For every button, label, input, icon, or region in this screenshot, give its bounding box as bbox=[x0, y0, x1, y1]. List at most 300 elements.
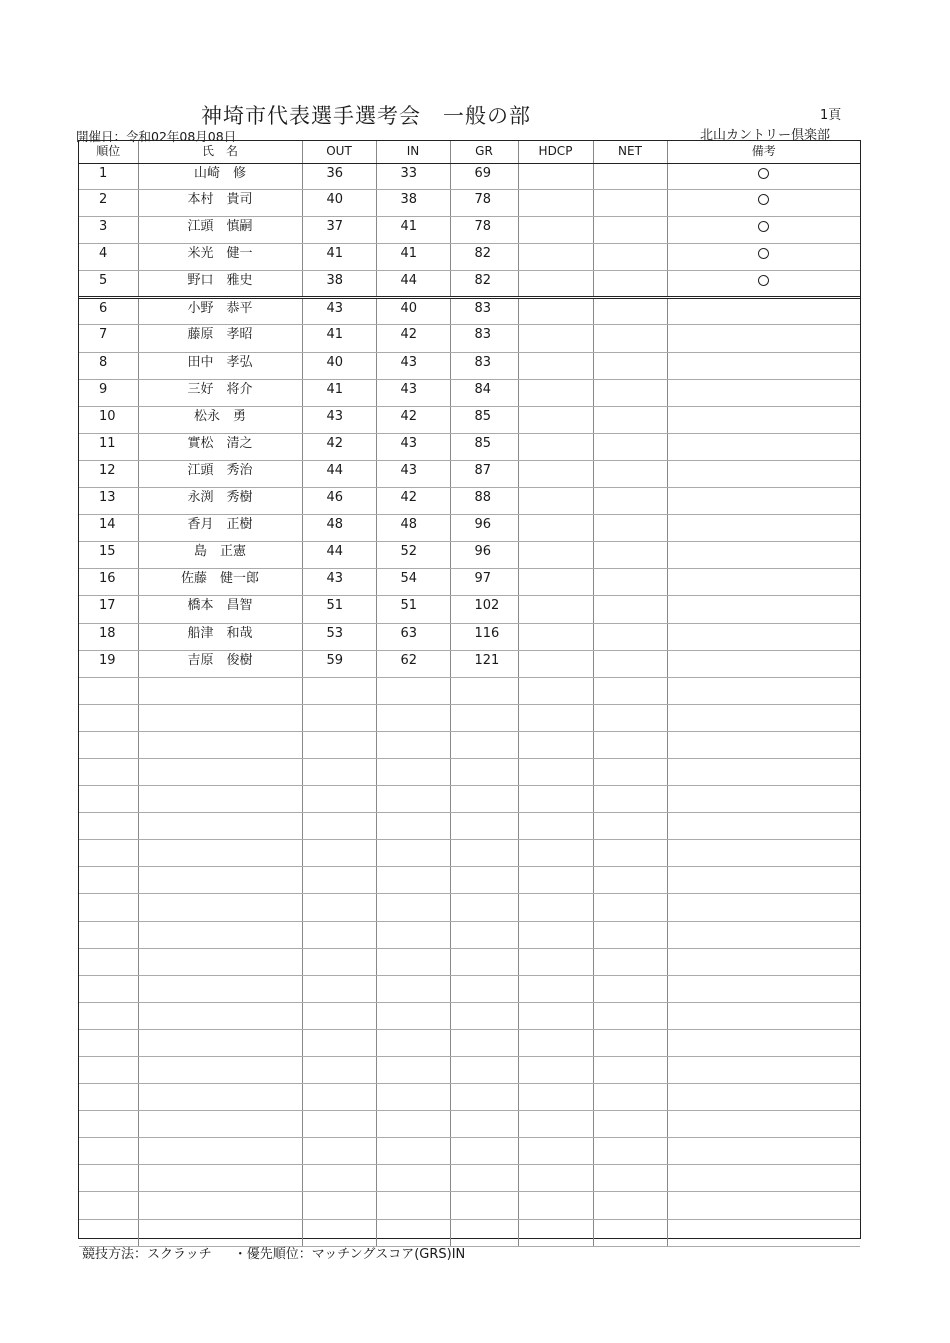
cell-hdcp bbox=[518, 1029, 593, 1056]
cell-remarks bbox=[667, 164, 860, 190]
table-row bbox=[79, 542, 860, 569]
cell-name: 田中 孝弘 bbox=[138, 352, 302, 379]
cell-in: 38 bbox=[376, 190, 450, 217]
cell-net bbox=[593, 731, 667, 758]
col-header-name: 氏 名 bbox=[138, 141, 302, 164]
cell-hdcp bbox=[518, 1219, 593, 1246]
cell-net bbox=[593, 813, 667, 840]
cell-out: 36 bbox=[302, 164, 376, 190]
cell-rank: 4 bbox=[79, 244, 138, 271]
cell-name bbox=[138, 1111, 302, 1138]
cell-remarks bbox=[667, 731, 860, 758]
empty-row bbox=[79, 1084, 860, 1111]
cell-gr: 83 bbox=[450, 325, 518, 352]
cell-hdcp bbox=[518, 975, 593, 1002]
table-row bbox=[79, 596, 860, 623]
cell-rank: 6 bbox=[79, 298, 138, 325]
cell-out: 46 bbox=[302, 488, 376, 515]
cell-hdcp bbox=[518, 352, 593, 379]
cell-gr bbox=[450, 1138, 518, 1165]
cell-hdcp bbox=[518, 271, 593, 298]
cell-net bbox=[593, 271, 667, 298]
cell-remarks bbox=[667, 623, 860, 650]
cell-gr bbox=[450, 1084, 518, 1111]
cell-remarks bbox=[667, 190, 860, 217]
cell-hdcp bbox=[518, 488, 593, 515]
cell-name: 香月 正樹 bbox=[138, 515, 302, 542]
cell-name bbox=[138, 1138, 302, 1165]
cell-rank: 5 bbox=[79, 271, 138, 298]
cell-out bbox=[302, 1138, 376, 1165]
cell-gr bbox=[450, 786, 518, 813]
cell-out: 37 bbox=[302, 217, 376, 244]
cell-gr: 87 bbox=[450, 460, 518, 487]
cell-remarks bbox=[667, 542, 860, 569]
cell-rank: 18 bbox=[79, 623, 138, 650]
cell-out: 44 bbox=[302, 460, 376, 487]
cell-hdcp bbox=[518, 840, 593, 867]
cell-hdcp bbox=[518, 325, 593, 352]
cell-gr: 69 bbox=[450, 164, 518, 190]
cell-name: 江頭 秀治 bbox=[138, 460, 302, 487]
cell-in bbox=[376, 1029, 450, 1056]
cell-net bbox=[593, 406, 667, 433]
cell-remarks bbox=[667, 677, 860, 704]
empty-row bbox=[79, 1057, 860, 1084]
cell-in: 43 bbox=[376, 433, 450, 460]
table-row bbox=[79, 515, 860, 542]
cell-remarks bbox=[667, 217, 860, 244]
cell-remarks bbox=[667, 433, 860, 460]
cell-rank bbox=[79, 704, 138, 731]
cell-in: 41 bbox=[376, 217, 450, 244]
cell-hdcp bbox=[518, 894, 593, 921]
table-row bbox=[79, 488, 860, 515]
table-row bbox=[79, 460, 860, 487]
cell-in: 62 bbox=[376, 650, 450, 677]
cell-net bbox=[593, 704, 667, 731]
cell-gr: 83 bbox=[450, 352, 518, 379]
cell-remarks bbox=[667, 1219, 860, 1246]
cell-rank bbox=[79, 1165, 138, 1192]
cell-hdcp bbox=[518, 460, 593, 487]
cell-gr: 121 bbox=[450, 650, 518, 677]
col-header-gr: GR bbox=[450, 141, 518, 164]
cell-out: 41 bbox=[302, 244, 376, 271]
empty-row bbox=[79, 1111, 860, 1138]
cell-rank: 9 bbox=[79, 379, 138, 406]
club-name: 北山カントリー倶楽部 bbox=[700, 128, 831, 143]
empty-row bbox=[79, 840, 860, 867]
cell-hdcp bbox=[518, 244, 593, 271]
cell-rank: 15 bbox=[79, 542, 138, 569]
cell-name bbox=[138, 786, 302, 813]
cell-gr: 102 bbox=[450, 596, 518, 623]
cell-name bbox=[138, 1029, 302, 1056]
cell-hdcp bbox=[518, 569, 593, 596]
cell-remarks bbox=[667, 894, 860, 921]
cell-name bbox=[138, 731, 302, 758]
cell-gr: 82 bbox=[450, 244, 518, 271]
cell-remarks bbox=[667, 867, 860, 894]
cell-gr: 83 bbox=[450, 298, 518, 325]
cell-gr bbox=[450, 1192, 518, 1219]
cell-net bbox=[593, 352, 667, 379]
empty-row bbox=[79, 1165, 860, 1192]
cell-rank: 17 bbox=[79, 596, 138, 623]
table-header-row bbox=[79, 141, 860, 164]
cell-name: 藤原 孝昭 bbox=[138, 325, 302, 352]
cell-remarks bbox=[667, 1084, 860, 1111]
cell-remarks bbox=[667, 704, 860, 731]
cell-in: 42 bbox=[376, 325, 450, 352]
cell-out: 43 bbox=[302, 298, 376, 325]
cell-in: 48 bbox=[376, 515, 450, 542]
table-row bbox=[79, 164, 860, 190]
col-header-in: IN bbox=[376, 141, 450, 164]
cell-in bbox=[376, 975, 450, 1002]
cell-gr bbox=[450, 758, 518, 785]
cell-hdcp bbox=[518, 379, 593, 406]
cell-net bbox=[593, 542, 667, 569]
cell-gr bbox=[450, 894, 518, 921]
table-row bbox=[79, 190, 860, 217]
cell-in bbox=[376, 840, 450, 867]
cell-remarks bbox=[667, 948, 860, 975]
circle-icon bbox=[758, 168, 769, 179]
cell-in: 33 bbox=[376, 164, 450, 190]
cell-name bbox=[138, 677, 302, 704]
cell-hdcp bbox=[518, 406, 593, 433]
cell-net bbox=[593, 217, 667, 244]
cell-name: 本村 貴司 bbox=[138, 190, 302, 217]
cell-net bbox=[593, 460, 667, 487]
cell-gr bbox=[450, 704, 518, 731]
cell-rank bbox=[79, 948, 138, 975]
cell-in bbox=[376, 948, 450, 975]
cell-gr: 82 bbox=[450, 271, 518, 298]
cell-rank bbox=[79, 1138, 138, 1165]
cell-hdcp bbox=[518, 1165, 593, 1192]
cell-hdcp bbox=[518, 1138, 593, 1165]
cell-out: 44 bbox=[302, 542, 376, 569]
cell-out: 40 bbox=[302, 190, 376, 217]
cell-rank bbox=[79, 731, 138, 758]
cell-out bbox=[302, 758, 376, 785]
cell-net bbox=[593, 1138, 667, 1165]
cell-name bbox=[138, 1165, 302, 1192]
cell-gr: 85 bbox=[450, 406, 518, 433]
cell-net bbox=[593, 325, 667, 352]
cell-hdcp bbox=[518, 298, 593, 325]
cell-out: 43 bbox=[302, 569, 376, 596]
cell-net bbox=[593, 921, 667, 948]
cell-in: 51 bbox=[376, 596, 450, 623]
table-row bbox=[79, 650, 860, 677]
cell-hdcp bbox=[518, 704, 593, 731]
cell-in bbox=[376, 704, 450, 731]
cell-gr bbox=[450, 731, 518, 758]
cell-gr bbox=[450, 1029, 518, 1056]
cell-remarks bbox=[667, 1002, 860, 1029]
cell-in: 40 bbox=[376, 298, 450, 325]
empty-row bbox=[79, 894, 860, 921]
cell-rank bbox=[79, 1111, 138, 1138]
cell-in: 43 bbox=[376, 352, 450, 379]
cell-name: 吉原 俊樹 bbox=[138, 650, 302, 677]
cell-gr bbox=[450, 813, 518, 840]
cell-in bbox=[376, 1165, 450, 1192]
cell-remarks bbox=[667, 406, 860, 433]
cell-remarks bbox=[667, 1057, 860, 1084]
cell-remarks bbox=[667, 758, 860, 785]
cell-out: 41 bbox=[302, 379, 376, 406]
cell-in bbox=[376, 677, 450, 704]
cell-out: 48 bbox=[302, 515, 376, 542]
cell-in: 43 bbox=[376, 460, 450, 487]
table-row bbox=[79, 433, 860, 460]
cell-net bbox=[593, 244, 667, 271]
cell-remarks bbox=[667, 840, 860, 867]
cell-gr: 116 bbox=[450, 623, 518, 650]
cell-in: 42 bbox=[376, 488, 450, 515]
cell-remarks bbox=[667, 921, 860, 948]
cell-rank bbox=[79, 677, 138, 704]
cell-in bbox=[376, 1084, 450, 1111]
cell-gr bbox=[450, 677, 518, 704]
cell-out: 42 bbox=[302, 433, 376, 460]
cell-in bbox=[376, 813, 450, 840]
cell-net bbox=[593, 623, 667, 650]
cell-rank: 13 bbox=[79, 488, 138, 515]
cell-rank: 14 bbox=[79, 515, 138, 542]
cell-gr bbox=[450, 975, 518, 1002]
cell-out bbox=[302, 1192, 376, 1219]
cell-out bbox=[302, 677, 376, 704]
cell-gr bbox=[450, 867, 518, 894]
cell-hdcp bbox=[518, 786, 593, 813]
cell-rank bbox=[79, 894, 138, 921]
empty-row bbox=[79, 1029, 860, 1056]
cell-in: 54 bbox=[376, 569, 450, 596]
col-header-hdcp: HDCP bbox=[518, 141, 593, 164]
cell-net bbox=[593, 488, 667, 515]
table-row bbox=[79, 406, 860, 433]
cell-hdcp bbox=[518, 758, 593, 785]
cell-net bbox=[593, 515, 667, 542]
cell-rank bbox=[79, 758, 138, 785]
cell-gr: 84 bbox=[450, 379, 518, 406]
cell-gr: 85 bbox=[450, 433, 518, 460]
cell-net bbox=[593, 894, 667, 921]
cell-net bbox=[593, 433, 667, 460]
cell-net bbox=[593, 758, 667, 785]
cell-in: 44 bbox=[376, 271, 450, 298]
cell-net bbox=[593, 1111, 667, 1138]
cell-gr: 78 bbox=[450, 217, 518, 244]
cell-net bbox=[593, 596, 667, 623]
cell-net bbox=[593, 677, 667, 704]
cell-in bbox=[376, 1192, 450, 1219]
table-row bbox=[79, 217, 860, 244]
cell-hdcp bbox=[518, 1111, 593, 1138]
event-date: 開催日：令和02年08月08日 bbox=[76, 129, 237, 144]
cell-name: 米光 健一 bbox=[138, 244, 302, 271]
cell-remarks bbox=[667, 1029, 860, 1056]
cell-rank: 19 bbox=[79, 650, 138, 677]
cell-rank: 12 bbox=[79, 460, 138, 487]
cell-gr: 78 bbox=[450, 190, 518, 217]
cell-gr: 96 bbox=[450, 542, 518, 569]
cell-hdcp bbox=[518, 190, 593, 217]
cell-name bbox=[138, 704, 302, 731]
cell-out bbox=[302, 1084, 376, 1111]
cell-out: 51 bbox=[302, 596, 376, 623]
cell-out bbox=[302, 1165, 376, 1192]
cell-rank bbox=[79, 813, 138, 840]
cell-hdcp bbox=[518, 1002, 593, 1029]
cell-net bbox=[593, 569, 667, 596]
empty-row bbox=[79, 731, 860, 758]
cell-in: 43 bbox=[376, 379, 450, 406]
cell-name bbox=[138, 948, 302, 975]
cell-remarks bbox=[667, 460, 860, 487]
cell-out bbox=[302, 786, 376, 813]
empty-row bbox=[79, 975, 860, 1002]
cell-name bbox=[138, 894, 302, 921]
cell-hdcp bbox=[518, 867, 593, 894]
cell-gr bbox=[450, 948, 518, 975]
cell-out: 43 bbox=[302, 406, 376, 433]
results-sheet bbox=[78, 140, 861, 1239]
cell-out: 59 bbox=[302, 650, 376, 677]
cell-hdcp bbox=[518, 731, 593, 758]
cell-out bbox=[302, 704, 376, 731]
cell-name: 江頭 慎嗣 bbox=[138, 217, 302, 244]
cell-gr bbox=[450, 1002, 518, 1029]
empty-row bbox=[79, 1002, 860, 1029]
empty-row bbox=[79, 948, 860, 975]
col-header-out: OUT bbox=[302, 141, 376, 164]
cell-rank: 16 bbox=[79, 569, 138, 596]
cell-net bbox=[593, 1084, 667, 1111]
cell-net bbox=[593, 650, 667, 677]
cell-net bbox=[593, 1219, 667, 1246]
cell-remarks bbox=[667, 975, 860, 1002]
cell-remarks bbox=[667, 1192, 860, 1219]
cell-in: 42 bbox=[376, 406, 450, 433]
cell-in: 63 bbox=[376, 623, 450, 650]
cell-net bbox=[593, 1029, 667, 1056]
empty-row bbox=[79, 758, 860, 785]
cell-name bbox=[138, 975, 302, 1002]
cell-net bbox=[593, 948, 667, 975]
cell-remarks bbox=[667, 569, 860, 596]
empty-row bbox=[79, 867, 860, 894]
cell-name: 三好 将介 bbox=[138, 379, 302, 406]
cell-gr bbox=[450, 1165, 518, 1192]
cell-gr: 88 bbox=[450, 488, 518, 515]
cell-net bbox=[593, 975, 667, 1002]
circle-icon bbox=[758, 275, 769, 286]
cell-name: 佐藤 健一郎 bbox=[138, 569, 302, 596]
cell-rank: 7 bbox=[79, 325, 138, 352]
cell-rank: 10 bbox=[79, 406, 138, 433]
cell-net bbox=[593, 786, 667, 813]
cell-in bbox=[376, 1057, 450, 1084]
cell-name: 橋本 昌智 bbox=[138, 596, 302, 623]
cell-name bbox=[138, 867, 302, 894]
cell-name bbox=[138, 1192, 302, 1219]
cell-out: 53 bbox=[302, 623, 376, 650]
cell-net bbox=[593, 1002, 667, 1029]
cell-in: 41 bbox=[376, 244, 450, 271]
cell-rank: 3 bbox=[79, 217, 138, 244]
cell-in: 52 bbox=[376, 542, 450, 569]
cell-out bbox=[302, 840, 376, 867]
cell-remarks bbox=[667, 650, 860, 677]
cell-name bbox=[138, 1057, 302, 1084]
cell-remarks bbox=[667, 488, 860, 515]
cell-rank bbox=[79, 867, 138, 894]
cell-out bbox=[302, 975, 376, 1002]
cell-in bbox=[376, 867, 450, 894]
table-row bbox=[79, 569, 860, 596]
cell-in bbox=[376, 1002, 450, 1029]
cell-net bbox=[593, 164, 667, 190]
tiebreak-priority: ・優先順位：マッチングスコア(GRS)IN bbox=[233, 1247, 466, 1262]
cell-out: 38 bbox=[302, 271, 376, 298]
cell-name bbox=[138, 1002, 302, 1029]
cell-out bbox=[302, 1002, 376, 1029]
footer-note bbox=[82, 1243, 465, 1262]
cell-remarks bbox=[667, 244, 860, 271]
cell-rank: 1 bbox=[79, 164, 138, 190]
cell-hdcp bbox=[518, 650, 593, 677]
empty-row bbox=[79, 1138, 860, 1165]
cell-out bbox=[302, 1057, 376, 1084]
cell-in bbox=[376, 894, 450, 921]
cell-out bbox=[302, 813, 376, 840]
cell-net bbox=[593, 1057, 667, 1084]
empty-row bbox=[79, 1192, 860, 1219]
cell-gr bbox=[450, 921, 518, 948]
cell-rank bbox=[79, 1029, 138, 1056]
cell-hdcp bbox=[518, 515, 593, 542]
table-row bbox=[79, 623, 860, 650]
cell-in bbox=[376, 1138, 450, 1165]
cell-in bbox=[376, 921, 450, 948]
cell-remarks bbox=[667, 352, 860, 379]
document-title: 神埼市代表選手選考会 一般の部 bbox=[201, 104, 531, 128]
cell-out bbox=[302, 921, 376, 948]
cell-rank bbox=[79, 921, 138, 948]
circle-icon bbox=[758, 221, 769, 232]
competition-method: 競技方法：スクラッチ bbox=[82, 1247, 212, 1262]
cell-rank bbox=[79, 975, 138, 1002]
cell-name: 船津 和哉 bbox=[138, 623, 302, 650]
table-row bbox=[79, 379, 860, 406]
cell-in bbox=[376, 1111, 450, 1138]
page-number: 1頁 bbox=[820, 108, 842, 123]
cell-remarks bbox=[667, 325, 860, 352]
empty-row bbox=[79, 813, 860, 840]
cell-name: 永渕 秀樹 bbox=[138, 488, 302, 515]
cell-hdcp bbox=[518, 217, 593, 244]
cell-rank: 11 bbox=[79, 433, 138, 460]
cell-hdcp bbox=[518, 1057, 593, 1084]
cell-out bbox=[302, 867, 376, 894]
